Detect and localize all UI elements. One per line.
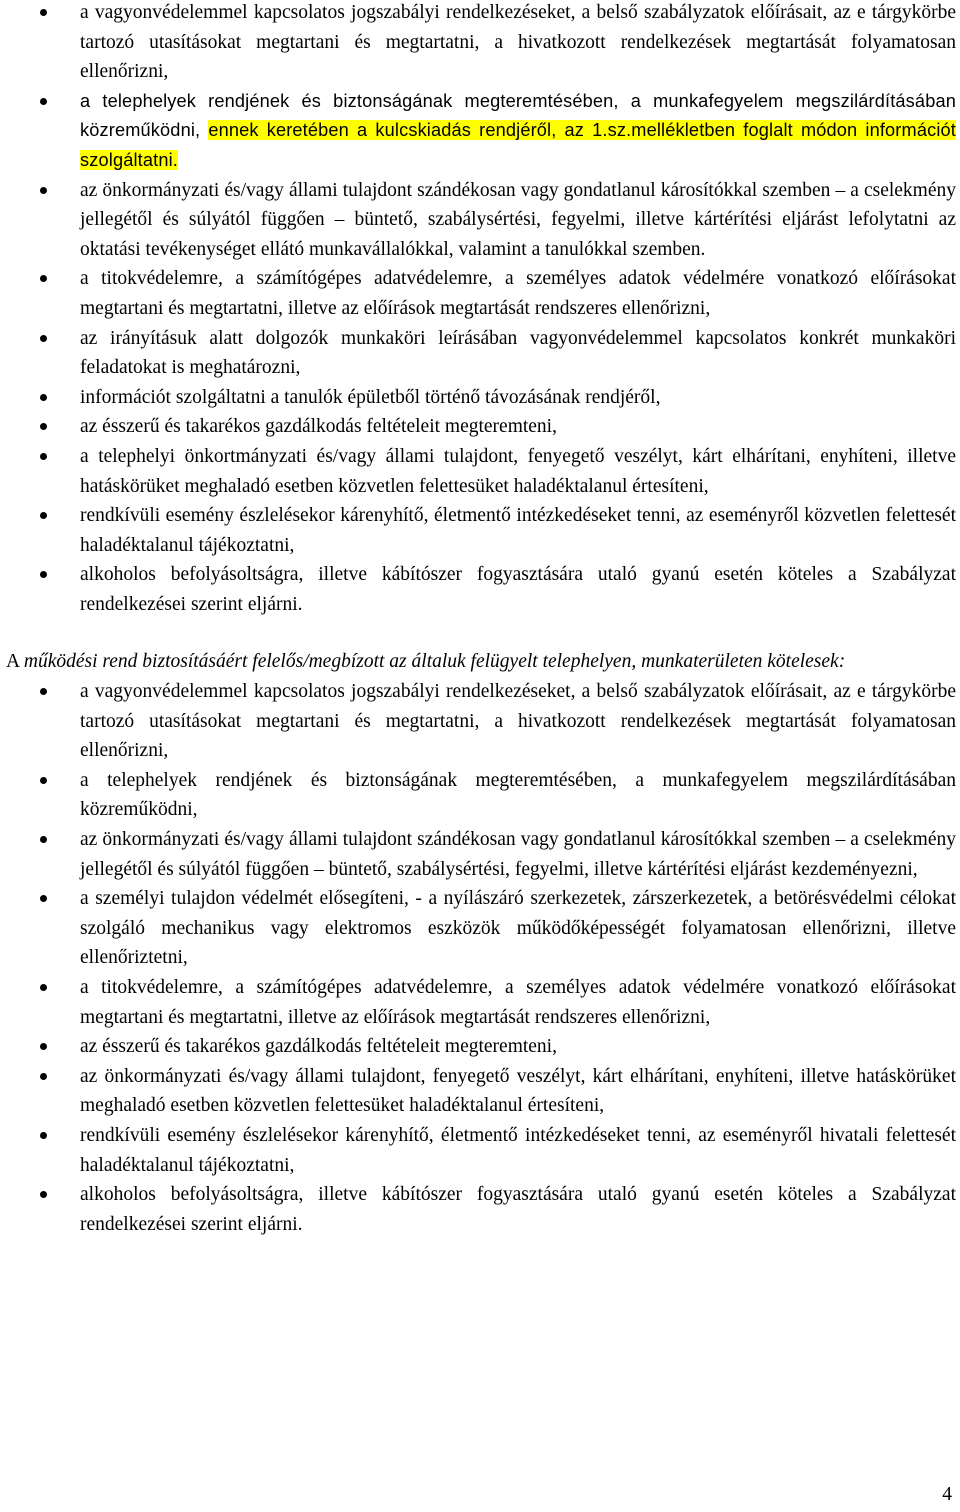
list-item: a vagyonvédelemmel kapcsolatos jogszabályi rendelkezéseket, a belső szabályzatok előírásait, az e tárgykörbe tartozó utasításokat megtartani és megtartatni, a hivatkozott rendelkezések megtartását folyamatosan ellenőrizni, (0, 0, 960, 87)
list-item: alkoholos befolyásoltságra, illetve kábítószer fogyasztására utaló gyanú esetén köteles a Szabályzat rendelkezései szerint eljárni. (0, 1180, 960, 1239)
list-item: rendkívüli esemény észlelésekor kárenyhítő, életmentő intézkedéseket tenni, az eseményről hivatali felettesét haladéktalanul tájékoztatni, (0, 1121, 960, 1180)
item-text: a telephelyek rendjének és biztonságának megteremtésében, a munkafegyelem megszilárdításában közreműködni, (80, 90, 956, 141)
list-item: a telephelyek rendjének és biztonságának megteremtésében, a munkafegyelem megszilárdításában közreműködni, (0, 766, 960, 825)
list-item: a titokvédelemre, a számítógépes adatvédelemre, a személyes adatok védelmére vonatkozó előírásokat megtartani és megtartatni, illetve az előírások megtartását rendszeres ellenőrizni, (0, 973, 960, 1032)
list-item: az önkormányzati és/vagy állami tulajdont szándékosan vagy gondatlanul károsítókkal szemben – a cselekmény jellegétől és súlyától függően – büntető, szabálysértési, fegyelmi, illetve kártérítési eljárást lefolytatni az oktatási tevékenységet ellátó munkavállalókkal, valamint a tanulókkal szemben. (0, 176, 960, 265)
list-item (0, 87, 960, 176)
list-item: az irányításuk alatt dolgozók munkaköri leírásában vagyonvédelemmel kapcsolatos konkrét munkaköri feladatokat is meghatározni, (0, 324, 960, 383)
list-item: a személyi tulajdon védelmét elősegíteni, - a nyílászáró szerkezetek, zárszerkezetek, a betörésvédelmi célokat szolgáló mechanikus vagy elektromos eszközök működőképességét folyamatosan ellenőrizni, illetve ellenőriztetni, (0, 884, 960, 973)
section-heading (6, 647, 956, 677)
list-item: a telephelyi önkortmányzati és/vagy állami tulajdont, fenyegető veszélyt, kárt elhárítani, enyhíteni, illetve hatáskörüket meghaladó esetben közvetlen felettesüket haladéktalanul értesíteni, (0, 442, 960, 501)
heading-lead: A (6, 651, 24, 673)
list-item: rendkívüli esemény észlelésekor kárenyhítő, életmentő intézkedéseket tenni, az eseményről közvetlen felettesét haladéktalanul tájékoztatni, (0, 501, 960, 560)
list-item: a vagyonvédelemmel kapcsolatos jogszabályi rendelkezéseket, a belső szabályzatok előírásait, az e tárgykörbe tartozó utasításokat megtartani és megtartatni, a hivatkozott rendelkezések megtartását folyamatosan ellenőrizni, (0, 677, 960, 766)
list-item: az önkormányzati és/vagy állami tulajdont szándékosan vagy gondatlanul károsítókkal szemben – a cselekmény jellegétől és súlyától függően – büntető, szabálysértési, fegyelmi, illetve kártérítési eljárást kezdeményezni, (0, 825, 960, 884)
duties-list-1 (0, 0, 960, 619)
list-item: a titokvédelemre, a számítógépes adatvédelemre, a személyes adatok védelmére vonatkozó előírásokat megtartani és megtartatni, illetve az előírások megtartását rendszeres ellenőrizni, (0, 264, 960, 323)
heading-italic: működési rend biztosításáért felelős/megbízott az általuk felügyelt telephelyen, munkaterületen kötelesek: (23, 651, 846, 673)
list-item: az ésszerű és takarékos gazdálkodás feltételeit megteremteni, (0, 1032, 960, 1062)
page-number: 4 (942, 1484, 952, 1505)
list-item: az önkormányzati és/vagy állami tulajdont, fenyegető veszélyt, kárt elhárítani, enyhíteni, illetve hatáskörüket meghaladó esetben közvetlen felettesüket haladéktalanul értesíteni, (0, 1062, 960, 1121)
list-item: alkoholos befolyásoltságra, illetve kábítószer fogyasztására utaló gyanú esetén köteles a Szabályzat rendelkezései szerint eljárni. (0, 560, 960, 619)
duties-list-2 (0, 677, 960, 1239)
highlighted-text: ennek keretében a kulcskiadás rendjéről, az 1.sz.mellékletben foglalt módon információt szolgáltatni. (80, 120, 956, 170)
list-item: az ésszerű és takarékos gazdálkodás feltételeit megteremteni, (0, 412, 960, 442)
list-item: információt szolgáltatni a tanulók épületből történő távozásának rendjéről, (0, 383, 960, 413)
